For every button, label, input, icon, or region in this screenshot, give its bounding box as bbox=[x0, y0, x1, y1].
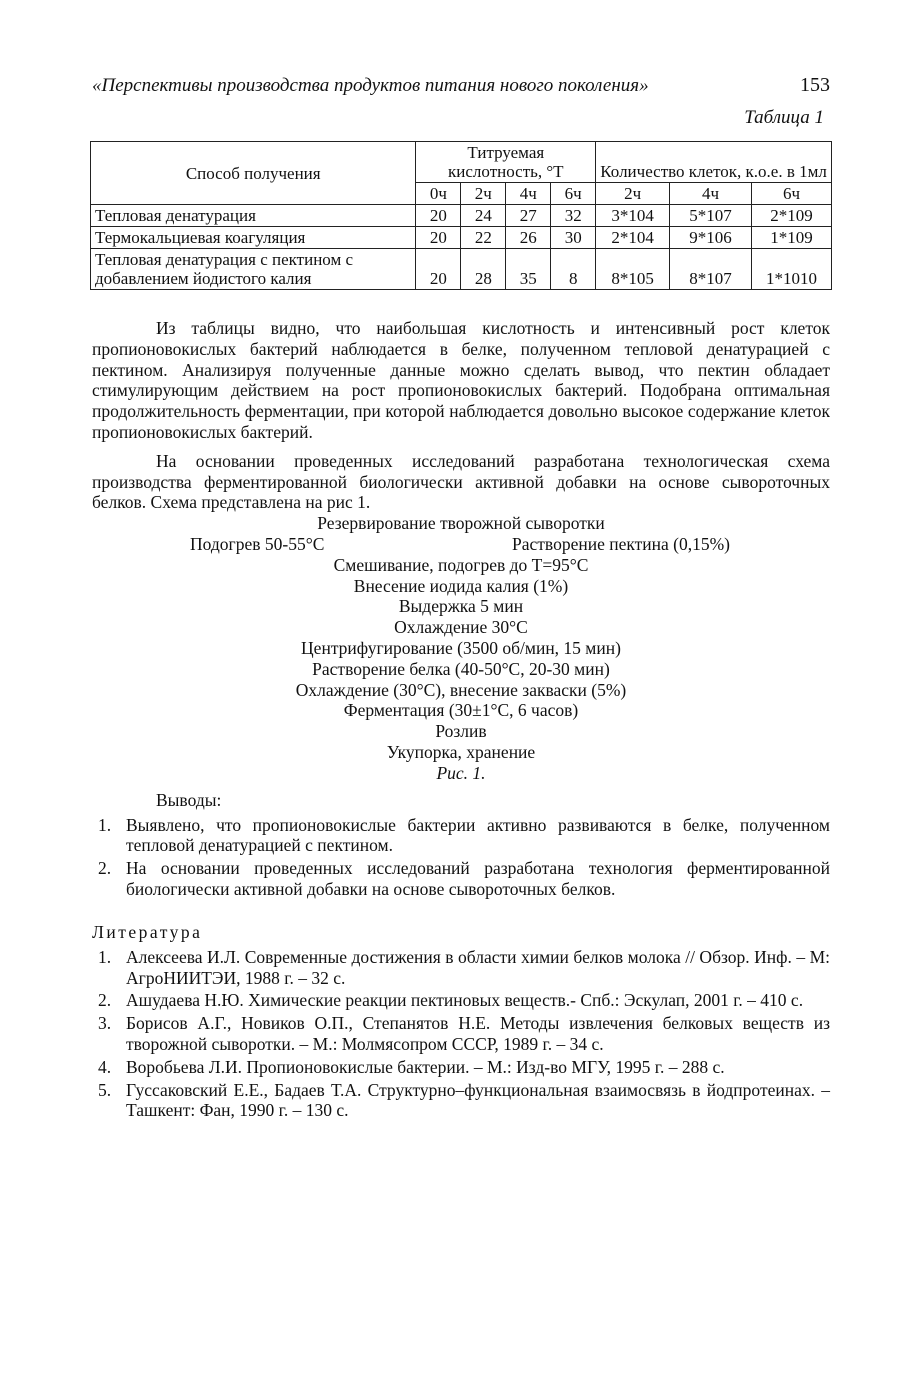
value-cell: 2*109 bbox=[752, 205, 832, 227]
value-cell: 3*104 bbox=[596, 205, 670, 227]
list-item bbox=[92, 1080, 830, 1122]
literature-list bbox=[92, 947, 830, 1121]
page bbox=[92, 74, 830, 1123]
scheme-step: Растворение пектина (0,15%) bbox=[512, 533, 730, 554]
item-text: Гуссаковский Е.Е., Бадаев Т.А. Структурно–функциональная взаимосвязь в йодпротеинах. – Ташкент: Фан, 1990 г. – 130 с. bbox=[126, 1079, 830, 1121]
item-number: 2. bbox=[98, 990, 112, 1011]
scheme-step: Розлив bbox=[435, 721, 487, 742]
item-text: Воробьева Л.И. Пропионовокислые бактерии. – М.: Изд-во МГУ, 1995 г. – 288 с. bbox=[126, 1056, 725, 1077]
value-cell: 24 bbox=[461, 205, 506, 227]
value-cell: 5*107 bbox=[670, 205, 752, 227]
value-cell: 35 bbox=[506, 249, 551, 290]
scheme-step: Смешивание, подогрев до Т=95°С bbox=[333, 554, 589, 575]
running-header bbox=[92, 74, 830, 97]
item-number: 1. bbox=[98, 814, 112, 835]
time-header: 6ч bbox=[752, 183, 832, 205]
list-item bbox=[92, 858, 830, 900]
value-cell: 8 bbox=[551, 249, 596, 290]
body-paragraph: На основании проведенных исследований разработана технологическая схема производства ферментированной биологически активной добавки на основе сывороточных белков. Схема представлена на рис 1. bbox=[92, 450, 830, 513]
table-row bbox=[91, 205, 832, 227]
page-number: 153 bbox=[800, 74, 830, 96]
value-cell: 1*109 bbox=[752, 227, 832, 249]
scheme-step: Охлаждение (30°С), внесение закваски (5%) bbox=[295, 679, 627, 700]
table-label: Таблица 1 bbox=[744, 107, 824, 128]
literature-title: Литература bbox=[92, 921, 203, 942]
time-header: 4ч bbox=[506, 183, 551, 205]
scheme-step: Охлаждение 30°С bbox=[394, 617, 528, 638]
list-item bbox=[92, 990, 830, 1011]
scheme-step: Укупорка, хранение bbox=[386, 741, 536, 762]
cells-header: Количество клеток, к.о.е. в 1мл bbox=[596, 142, 832, 183]
item-text: Борисов А.Г., Новиков О.П., Степанятов Н.Е. Методы извлечения белковых веществ из творожной сыворотки. – М.: Молмясопром СССР, 1989 г. – 34 с. bbox=[126, 1013, 830, 1054]
value-cell: 8*105 bbox=[596, 249, 670, 290]
time-header: 0ч bbox=[416, 183, 461, 205]
value-cell: 1*1010 bbox=[752, 249, 832, 290]
item-number: 1. bbox=[98, 946, 112, 967]
item-text: Алексеева И.Л. Современные достижения в области химии белков молока // Обзор. Инф. – М: АгроНИИТЭИ, 1988 г. – 32 с. bbox=[126, 946, 830, 988]
table-row bbox=[91, 227, 832, 249]
method-cell: Тепловая денатурация с пектином с добавлением йодистого калия bbox=[91, 249, 416, 290]
scheme-step: Внесение иодида калия (1%) bbox=[353, 575, 569, 596]
item-text: Выявлено, что пропионовокислые бактерии активно развиваются в белке, полученном тепловой денатурацией с пектином. bbox=[126, 814, 830, 856]
method-cell: Термокальциевая коагуляция bbox=[91, 227, 416, 249]
table-row bbox=[91, 249, 832, 290]
value-cell: 30 bbox=[551, 227, 596, 249]
results-table bbox=[90, 141, 832, 290]
value-cell: 26 bbox=[506, 227, 551, 249]
item-text: Ашудаева Н.Ю. Химические реакции пектиновых веществ.- Спб.: Эскулап, 2001 г. – 410 с. bbox=[126, 990, 804, 1011]
scheme-step: Подогрев 50-55°С bbox=[190, 533, 325, 554]
value-cell: 20 bbox=[416, 227, 461, 249]
value-cell: 27 bbox=[506, 205, 551, 227]
scheme-step: Растворение белка (40-50°С, 20-30 мин) bbox=[312, 658, 610, 679]
time-header: 4ч bbox=[670, 183, 752, 205]
body-paragraph: Из таблицы видно, что наибольшая кислотность и интенсивный рост клеток пропионовокислых бактерий наблюдается в белке, полученном тепловой денатурацией с пектином. Анализируя полученные данные можно сделать вывод, что пектин обладает стимулирующим действием на рост пропионовокислых бактерий. Подобрана оптимальная продолжительность ферментации, при которой наблюдается довольно высокое содержание клеток пропионовокислых бактерий. bbox=[92, 318, 830, 442]
time-header: 2ч bbox=[596, 183, 670, 205]
item-number: 2. bbox=[98, 858, 112, 879]
figure-caption: Рис. 1. bbox=[436, 762, 486, 783]
method-header: Способ получения bbox=[91, 142, 416, 205]
scheme-step: Ферментация (30±1°С, 6 часов) bbox=[343, 700, 579, 721]
method-cell: Тепловая денатурация bbox=[91, 205, 416, 227]
item-number: 5. bbox=[98, 1079, 112, 1100]
value-cell: 32 bbox=[551, 205, 596, 227]
value-cell: 2*104 bbox=[596, 227, 670, 249]
value-cell: 20 bbox=[416, 249, 461, 290]
time-header: 6ч bbox=[551, 183, 596, 205]
value-cell: 20 bbox=[416, 205, 461, 227]
scheme-step: Резервирование творожной сыворотки bbox=[317, 513, 605, 534]
list-item bbox=[92, 947, 830, 989]
scheme-step: Центрифугирование (3500 об/мин, 15 мин) bbox=[301, 637, 621, 658]
process-scheme bbox=[92, 513, 830, 783]
list-item bbox=[92, 1013, 830, 1055]
value-cell: 22 bbox=[461, 227, 506, 249]
item-text: На основании проведенных исследований разработана технология ферментированной биологически активной добавки на основе сывороточных белков. bbox=[126, 858, 830, 899]
table-header-row bbox=[91, 142, 832, 183]
scheme-parallel-steps bbox=[92, 534, 830, 555]
journal-title: «Перспективы производства продуктов питания нового поколения» bbox=[92, 75, 649, 96]
list-item bbox=[92, 1057, 830, 1078]
item-number: 4. bbox=[98, 1056, 112, 1077]
conclusions-list bbox=[92, 815, 830, 900]
scheme-step: Выдержка 5 мин bbox=[398, 596, 524, 617]
value-cell: 8*107 bbox=[670, 249, 752, 290]
item-number: 3. bbox=[98, 1013, 112, 1034]
conclusions-title: Выводы: bbox=[156, 789, 222, 810]
time-header: 2ч bbox=[461, 183, 506, 205]
value-cell: 9*106 bbox=[670, 227, 752, 249]
list-item bbox=[92, 815, 830, 857]
value-cell: 28 bbox=[461, 249, 506, 290]
acidity-header: Титруемая кислотность, °Т bbox=[416, 142, 596, 183]
